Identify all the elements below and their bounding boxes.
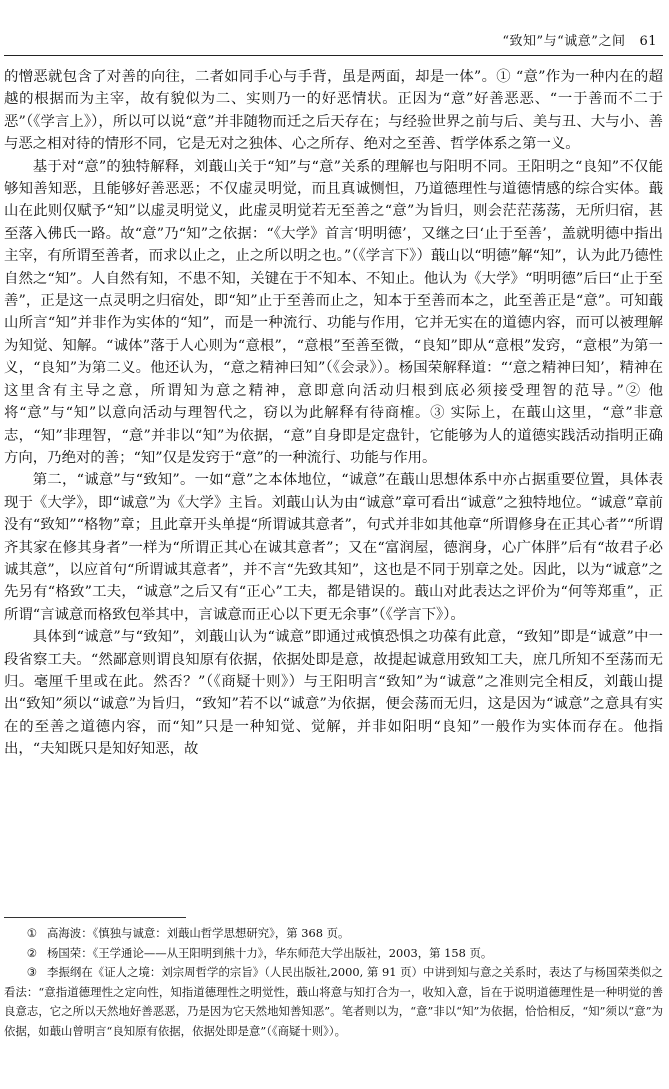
footnotes: [4, 924, 663, 1042]
page-number: 61: [639, 34, 657, 49]
footnote-mark: ①: [26, 926, 38, 940]
footnote-text: 高海波：《慎独与诚意：刘蕺山哲学思想研究》，第 368 页。: [47, 926, 350, 940]
paragraph: 第二，“诚意”与“致知”。一如“意”之本体地位，“诚意”在蕺山思想体系中亦占据重要位置，具体表现于《大学》，即“诚意”为《大学》主旨。刘蕺山认为由“诚意”章可看出“诚意”之独特地位。“诚意”章前没有“致知”“格物”章；且此章开头单提“所谓诚其意者”，句式并非如其他章“所谓修身在正其心者”“所谓齐其家在修其身者”一样为“所谓正其心在诚其意者”；又在“富润屋，德润身，心广体胖”后有“故君子必诚其意”，以应首句“所谓诚其意者”，并不言“先致其知”，这也是不同于别章之处。因此，以为“诚意”之先另有“格致”工夫，“诚意”之后又有“正心”工夫，都是错误的。蕺山对此表达之评价为“何等郑重”，正所谓“言诚意而格致包举其中，言诚意而正心以下更无余事”（《学言下》）。: [4, 472, 663, 623]
body-text: [4, 66, 663, 761]
footnote: [4, 944, 663, 964]
header-rule: [4, 55, 663, 56]
footnote-text: 李振纲在《证人之境：刘宗周哲学的宗旨》（人民出版社,2000, 第 91 页）中讲到知与意之关系时，表达了与杨国荣类似之看法：“意指道德理性之定向性，知指道德理性之明觉性，蕺山将意与知打合为一，收知入意，旨在于说明道德理性是一种明觉的善良意志，它之所以天然地好善恶恶，乃是因为它天然地知善知恶”。笔者则以为，“意”非以“知”为依据，恰恰相反，“知”须以“意”为依据，如蕺山曾明言“良知原有依据，依据处即是意”（《商疑十则》）。: [4, 965, 663, 1038]
footnote: [4, 924, 663, 944]
running-title: “致知”与“诚意”之间: [502, 34, 626, 49]
paragraph-continued: 的憎恶就包含了对善的向往，二者如同手心与手背，虽是两面，却是一体”。① “意”作为一种内在的超越的根据而为主宰，故有貌似为二、实则乃一的好恶情状。正因为“意”好善恶恶、“一于善而不二于恶”（《学言上》），所以可以说“意”并非随物而迁之后天存在；与经验世界之前与后、美与丑、大与小、善与恶之相对待的情形不同，它是无对之独体、心之所存、绝对之至善、哲学体系之第一义。: [4, 69, 663, 153]
footnote-mark: ②: [26, 945, 38, 960]
footnote-text: 杨国荣：《王学通论——从王阳明到熊十力》，华东师范大学出版社，2003，第 158 页。: [47, 945, 493, 960]
footnote: [4, 963, 663, 1041]
footnote-mark: ③: [26, 965, 38, 980]
running-header: [502, 30, 657, 49]
paragraph: 基于对“意”的独特解释，刘蕺山关于“知”与“意”关系的理解也与阳明不同。王阳明之“良知”不仅能够知善知恶，且能够好善恶恶；不仅虚灵明觉，而且真诚恻怛，乃道德理性与道德情感的综合实体。蕺山在此则仅赋予“知”以虚灵明觉义，此虚灵明觉若无至善之“意”为旨归，则会茫茫荡荡，无所归宿，甚至落入佛氏一路。故“意”乃“知”之依据：“《大学》首言‘明明德’，又继之曰‘止于至善’，盖就明德中指出主宰，有所谓至善者，而求以止之，止之所以明之也。”（《学言下》）蕺山以“明德”解“知”，认为此乃德性自然之“知”。人自然有知，不患不知，关键在于不知本、不知止。他认为《大学》“明明德”后曰“止于至善”，正是这一点灵明之归宿处，即“知”止于至善而止之，知本于至善而本之，此至善正是“意”。可知蕺山所言“知”并非作为实体的“知”，而是一种流行、功能与作用，它并无实在的道德内容，而可以被理解为知觉、知解。“诚体”落于人心则为“意根”，“意根”至善至微，“良知”即从“意根”发窍，“意根”为第一义，“良知”为第二义。他还认为，“意之精神曰知”（《会录》）。杨国荣解释道：“‘意之精神曰知’，精神在这里含有主导之意，所谓知为意之精神，意即意向活动归根到底必须接受理智的范导。”② 他将“意”与“知”以意向活动与理智代之，窃以为此解释有待商榷。③ 实际上，在蕺山这里，“意”非意志，“知”非理智，“意”并非以“知”为依据，“意”自身即是定盘针，它能够为人的道德实践活动指明正确方向，乃绝对的善；“知”仅是发窍于“意”的一种流行、功能与作用。: [4, 158, 663, 466]
paragraph: 具体到“诚意”与“致知”，刘蕺山认为“诚意”即通过戒慎恐惧之功葆有此意，“致知”即是“诚意”中一段省察工夫。“然鄙意则谓良知原有依据，依据处即是意，故提起诚意用致知工夫，庶几所知不至荡而无归。毫厘千里或在此。然否？”（《商疑十则》）与王阳明言“致知”为“诚意”之准则完全相反，刘蕺山提出“致知”须以“诚意”为旨归，“致知”若不以“诚意”为依据，便会荡而无归，这是因为“诚意”之意具有实在的至善之道德内容，而“知”只是一种知觉、觉解，并非如阳明“良知”一般作为实体而存在。他指出，“夫知既只是知好知恶，故: [4, 629, 663, 758]
footnote-rule: [4, 917, 186, 918]
